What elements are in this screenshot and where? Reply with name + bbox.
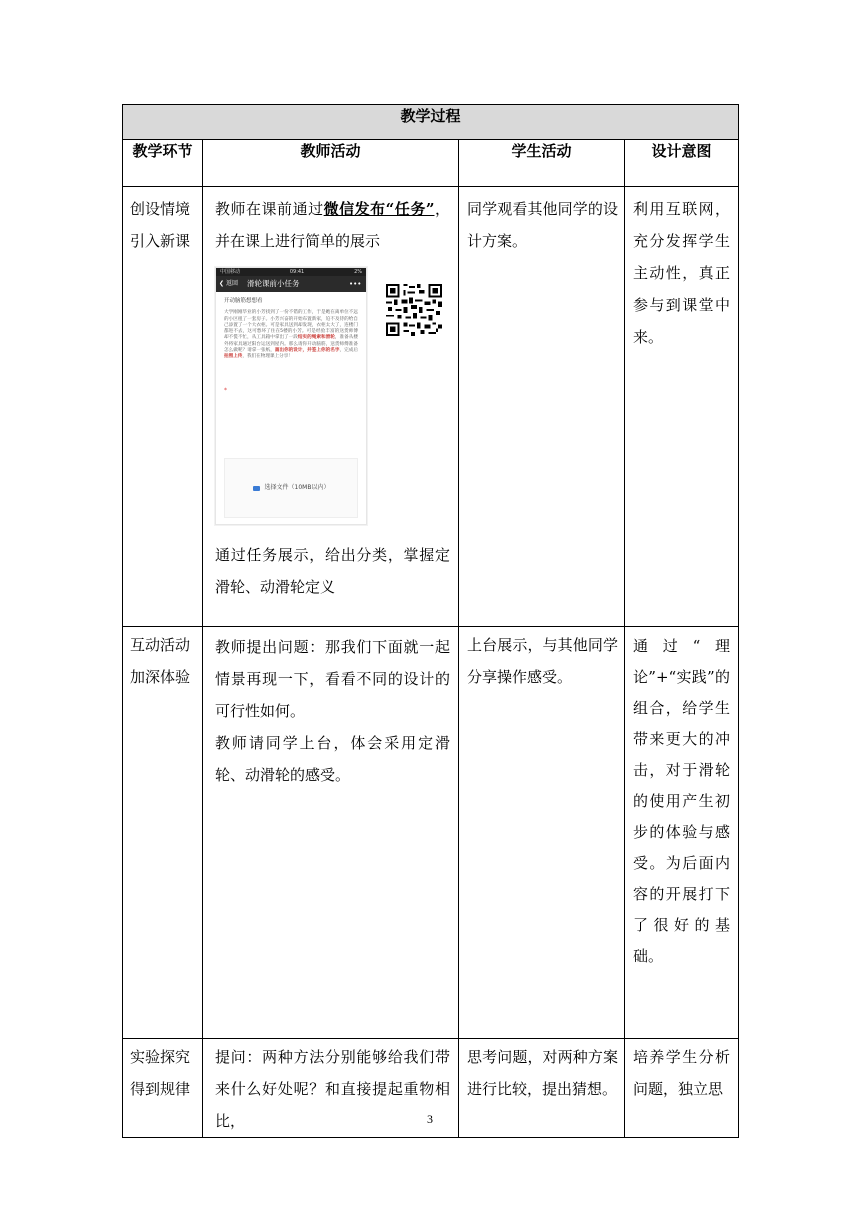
design-intent: 通过“理论”+“实践”的组合，给学生带来更大的冲击，对于滑轮的使用产生初步的体验与感受。为后面内容的开展打下了很好的基础。 (633, 637, 731, 965)
teacher-invite: 教师请同学上台，体会采用定滑轮、动滑轮的感受。 (215, 734, 450, 784)
stage-cell (123, 627, 203, 1039)
header-teacher: 教师活动 (203, 140, 459, 187)
stage-line: 实验探究 (130, 1048, 191, 1066)
task-highlight-2: 画出你的设计，并签上你的名字 (274, 348, 340, 354)
student-activity: 上台展示，与其他同学分享操作感受。 (467, 636, 618, 686)
task-text-a: 大学刚刚毕业的小芳找到了一份不错的工作，于是她在离单位不远的小区租了一套房子。小芳兴奋的开始布置新家，迫不及待的给自己添置了一个大衣柜。可是家具送到却发现，衣柜太大了，连楼门都进不去，这可愁坏了住在5楼的小芳。可是经验丰富的送货师傅却不慌不忙，从工具箱中拿出了一段 (224, 310, 358, 341)
time-text: 09:41 (289, 269, 305, 275)
task-text-d: ，我们在物理课上分享！ (242, 354, 293, 360)
file-upload-box (224, 458, 358, 518)
header-intent: 设计意图 (625, 140, 739, 187)
table-row (123, 187, 739, 627)
table-title: 教学过程 (123, 105, 739, 140)
teacher-intro (215, 193, 450, 257)
stage-line: 引入新课 (130, 232, 191, 250)
required-star: * (224, 386, 227, 394)
student-activity: 同学观看其他同学的设计方案。 (467, 200, 618, 250)
stage-cell (123, 187, 203, 627)
teacher-after: 通过任务展示，给出分类，掌握定滑轮、动滑轮定义 (215, 546, 450, 596)
back-label: 返回 (225, 280, 238, 287)
folder-icon (253, 486, 260, 491)
task-text-b: ，准备从楼外将家具通过阳台运送到屋内。那么请你开动脑筋，送货师傅准备怎么做呢？请拿一张纸， (224, 335, 358, 354)
lesson-process-table (122, 104, 739, 1138)
student-activity: 思考问题，对两种方案进行比较，提出猜想。 (467, 1048, 618, 1098)
design-intent: 利用互联网，充分发挥学生主动性，真正参与到课堂中来。 (633, 200, 731, 346)
teacher-question: 教师提出问题：那我们下面就一起情景再现一下，看看不同的设计的可行性如何。 (215, 638, 450, 720)
teacher-cell (203, 627, 459, 1039)
wechat-task-link-text: 微信发布“任务” (323, 200, 435, 218)
carrier-text: 中国移动 (220, 269, 241, 275)
stage-line: 得到规律 (130, 1080, 191, 1098)
design-intent: 培养学生分析问题，独立思 (633, 1048, 731, 1098)
intent-cell (625, 187, 739, 627)
stage-line: 加深体验 (130, 668, 191, 686)
phone-nav-bar (216, 276, 366, 292)
phone-status-bar (216, 268, 366, 276)
phone-nav-title: 滑轮课前小任务 (247, 279, 300, 288)
stage-line: 互动活动 (130, 636, 191, 654)
task-body (216, 292, 366, 361)
task-highlight-1: 结实的绳索和滑轮 (297, 335, 335, 341)
task-highlight-3: 拍照上传 (224, 354, 243, 360)
teacher-question: 提问：两种方法分别能够给我们带来什么好处呢？和直接提起重物相比， (215, 1048, 450, 1130)
table-header-row (123, 140, 739, 187)
stage-line: 创设情境 (130, 200, 191, 218)
more-icon: ••• (349, 280, 362, 288)
table-row (123, 627, 739, 1039)
page-number: 3 (427, 1112, 433, 1126)
teacher-intro-post: ，并在课上进行简单的展示 (215, 200, 450, 250)
table-title-row (123, 105, 739, 140)
phone-screenshot (215, 267, 367, 525)
header-student: 学生活动 (459, 140, 625, 187)
student-cell (459, 187, 625, 627)
battery-text: 2% (354, 269, 362, 275)
task-description (224, 310, 358, 360)
task-text-c: ，完成后 (339, 348, 358, 354)
intent-cell (625, 627, 739, 1039)
student-cell (459, 627, 625, 1039)
upload-label: 选择文件（10MB以内） (264, 484, 330, 491)
teacher-intro-pre: 教师在课前通过 (215, 200, 324, 218)
header-stage: 教学环节 (123, 140, 203, 187)
teacher-cell (203, 187, 459, 627)
task-subtitle: 开动脑筋想想看 (224, 298, 263, 304)
back-button: ❮ 返回 (219, 280, 238, 287)
qr-code-image (386, 284, 442, 336)
